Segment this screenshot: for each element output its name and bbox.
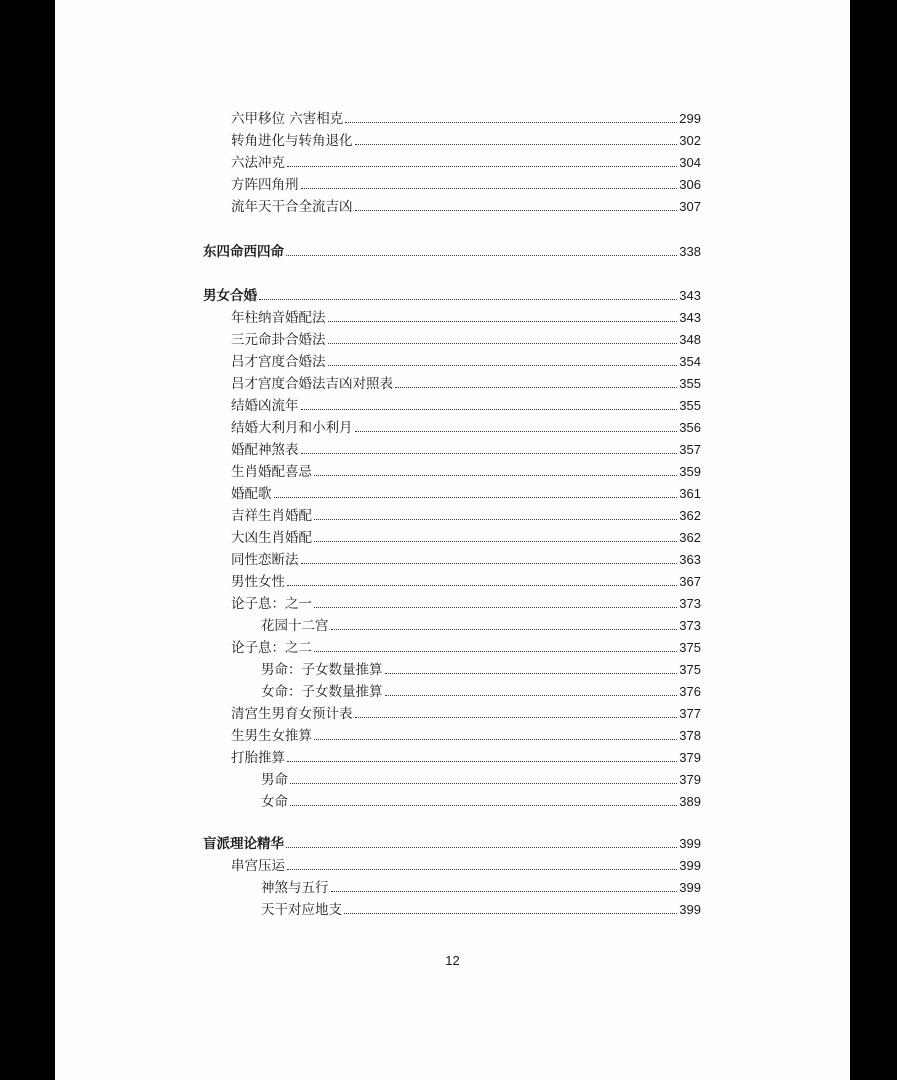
- toc-entry-title: 六法冲克: [231, 155, 285, 171]
- toc-entry-page: 355: [679, 398, 701, 413]
- toc-entry-page: 399: [679, 858, 701, 873]
- toc-entry-title: 转角进化与转角退化: [231, 133, 353, 149]
- toc-entry: [261, 612, 701, 634]
- toc-entry-page: 363: [679, 552, 701, 567]
- toc-entry: [261, 656, 701, 678]
- toc-entry: [231, 193, 701, 215]
- toc-entry-title: 婚配神煞表: [231, 442, 299, 458]
- document-page: [55, 0, 850, 1080]
- toc-entry: [231, 700, 701, 722]
- toc-entry: [231, 326, 701, 348]
- toc-entry-page: 379: [679, 750, 701, 765]
- toc-entry-title: 打胎推算: [231, 750, 285, 766]
- toc-entry-page: 306: [679, 177, 701, 192]
- toc-entry: [203, 282, 701, 304]
- toc-entry-title: 男女合婚: [203, 288, 257, 304]
- dot-leader: [314, 607, 677, 608]
- toc-entry-title: 同性恋断法: [231, 552, 299, 568]
- toc-entry-title: 年柱纳音婚配法: [231, 310, 326, 326]
- toc-entry: [231, 414, 701, 436]
- toc-entry-title: 盲派理论精华: [203, 836, 284, 852]
- dot-leader: [314, 475, 677, 476]
- toc-entry-title: 生男生女推算: [231, 728, 312, 744]
- toc-entry-title: 结婚凶流年: [231, 398, 299, 414]
- dot-leader: [301, 409, 678, 410]
- dot-leader: [301, 453, 678, 454]
- toc-entry: [231, 524, 701, 546]
- dot-leader: [286, 847, 677, 848]
- dot-leader: [344, 913, 677, 914]
- toc-entry-title: 清宫生男育女预计表: [231, 706, 353, 722]
- toc-entry-page: 378: [679, 728, 701, 743]
- toc-entry-title: 串宫压运: [231, 858, 285, 874]
- dot-leader: [328, 343, 678, 344]
- toc-entry-title: 生肖婚配喜忌: [231, 464, 312, 480]
- dot-leader: [290, 805, 677, 806]
- toc-entry-title: 六甲移位 六害相克: [231, 111, 344, 127]
- toc-entry-title: 结婚大利月和小利月: [231, 420, 353, 436]
- toc-entry: [231, 852, 701, 874]
- toc-entry: [231, 370, 701, 392]
- toc-entry-page: 343: [679, 310, 701, 325]
- toc-entry-page: 361: [679, 486, 701, 501]
- toc-entry: [231, 127, 701, 149]
- toc-entry-title: 神煞与五行: [261, 880, 329, 896]
- dot-leader: [331, 891, 678, 892]
- toc-entry: [231, 436, 701, 458]
- toc-entry: [231, 304, 701, 326]
- dot-leader: [328, 321, 678, 322]
- dot-leader: [314, 519, 677, 520]
- toc-entry-page: 377: [679, 706, 701, 721]
- dot-leader: [355, 210, 678, 211]
- dot-leader: [290, 783, 677, 784]
- toc-entry-title: 女命: [261, 794, 288, 810]
- toc-entry: [231, 149, 701, 171]
- dot-leader: [328, 365, 678, 366]
- dot-leader: [345, 122, 677, 123]
- toc-entry-title: 天干对应地支: [261, 902, 342, 918]
- toc-entry-page: 356: [679, 420, 701, 435]
- toc-entry: [261, 874, 701, 896]
- toc-entry-page: 399: [679, 902, 701, 917]
- toc-entry-page: 389: [679, 794, 701, 809]
- toc-entry-page: 379: [679, 772, 701, 787]
- dot-leader: [259, 299, 677, 300]
- dot-leader: [287, 869, 677, 870]
- dot-leader: [274, 497, 678, 498]
- toc-entry: [231, 546, 701, 568]
- dot-leader: [355, 431, 678, 432]
- table-of-contents: [55, 0, 850, 1080]
- toc-entry-title: 婚配歌: [231, 486, 272, 502]
- toc-entry-page: 343: [679, 288, 701, 303]
- toc-entry-title: 论子息：之一: [231, 596, 312, 612]
- toc-entry-page: 304: [679, 155, 701, 170]
- dot-leader: [395, 387, 677, 388]
- dot-leader: [385, 673, 678, 674]
- toc-entry-title: 吕才宫度合婚法: [231, 354, 326, 370]
- toc-entry-page: 367: [679, 574, 701, 589]
- toc-entry-title: 男命：子女数量推算: [261, 662, 383, 678]
- toc-entry-title: 论子息：之二: [231, 640, 312, 656]
- toc-entry-page: 338: [679, 244, 701, 259]
- toc-entry-page: 348: [679, 332, 701, 347]
- toc-entry-page: 376: [679, 684, 701, 699]
- toc-entry-page: 355: [679, 376, 701, 391]
- toc-entry-title: 大凶生肖婚配: [231, 530, 312, 546]
- toc-entry-title: 女命：子女数量推算: [261, 684, 383, 700]
- dot-leader: [314, 541, 677, 542]
- toc-entry: [231, 568, 701, 590]
- toc-entry-page: 307: [679, 199, 701, 214]
- toc-entry: [231, 348, 701, 370]
- toc-entry-title: 流年天干合全流吉凶: [231, 199, 353, 215]
- dot-leader: [331, 629, 678, 630]
- toc-entry: [261, 678, 701, 700]
- dot-leader: [314, 651, 677, 652]
- page-number: 12: [445, 953, 460, 968]
- dot-leader: [355, 144, 678, 145]
- toc-entry-title: 男命: [261, 772, 288, 788]
- toc-entry: [231, 590, 701, 612]
- dot-leader: [287, 166, 677, 167]
- dot-leader: [287, 585, 677, 586]
- toc-entry: [231, 502, 701, 524]
- toc-entry: [231, 458, 701, 480]
- toc-entry: [231, 105, 701, 127]
- toc-entry-page: 302: [679, 133, 701, 148]
- toc-entry-page: 373: [679, 596, 701, 611]
- toc-entry: [261, 896, 701, 918]
- toc-entry: [231, 722, 701, 744]
- toc-entry-page: 362: [679, 508, 701, 523]
- dot-leader: [287, 761, 677, 762]
- dot-leader: [355, 717, 678, 718]
- toc-entry: [261, 788, 701, 810]
- toc-entry-title: 吉祥生肖婚配: [231, 508, 312, 524]
- dot-leader: [301, 563, 678, 564]
- toc-entry-page: 375: [679, 662, 701, 677]
- toc-entry: [261, 766, 701, 788]
- toc-entry-title: 方阵四角刑: [231, 177, 299, 193]
- toc-entry-title: 三元命卦合婚法: [231, 332, 326, 348]
- toc-entry-page: 299: [679, 111, 701, 126]
- toc-entry: [231, 171, 701, 193]
- toc-entry: [203, 830, 701, 852]
- toc-entry-page: 362: [679, 530, 701, 545]
- toc-entry: [231, 480, 701, 502]
- dot-leader: [286, 255, 677, 256]
- toc-entry-page: 373: [679, 618, 701, 633]
- toc-entry: [203, 238, 701, 260]
- dot-leader: [301, 188, 678, 189]
- toc-entry-page: 359: [679, 464, 701, 479]
- toc-entry-title: 男性女性: [231, 574, 285, 590]
- toc-entry-page: 354: [679, 354, 701, 369]
- toc-entry: [231, 392, 701, 414]
- toc-entry-title: 吕才宫度合婚法吉凶对照表: [231, 376, 393, 392]
- dot-leader: [314, 739, 677, 740]
- dot-leader: [385, 695, 678, 696]
- toc-entry-title: 花园十二宫: [261, 618, 329, 634]
- toc-entry-page: 399: [679, 880, 701, 895]
- toc-entry: [231, 634, 701, 656]
- toc-entry-page: 375: [679, 640, 701, 655]
- toc-entry-page: 399: [679, 836, 701, 851]
- toc-entry-page: 357: [679, 442, 701, 457]
- toc-entry: [231, 744, 701, 766]
- toc-entry-title: 东四命西四命: [203, 244, 284, 260]
